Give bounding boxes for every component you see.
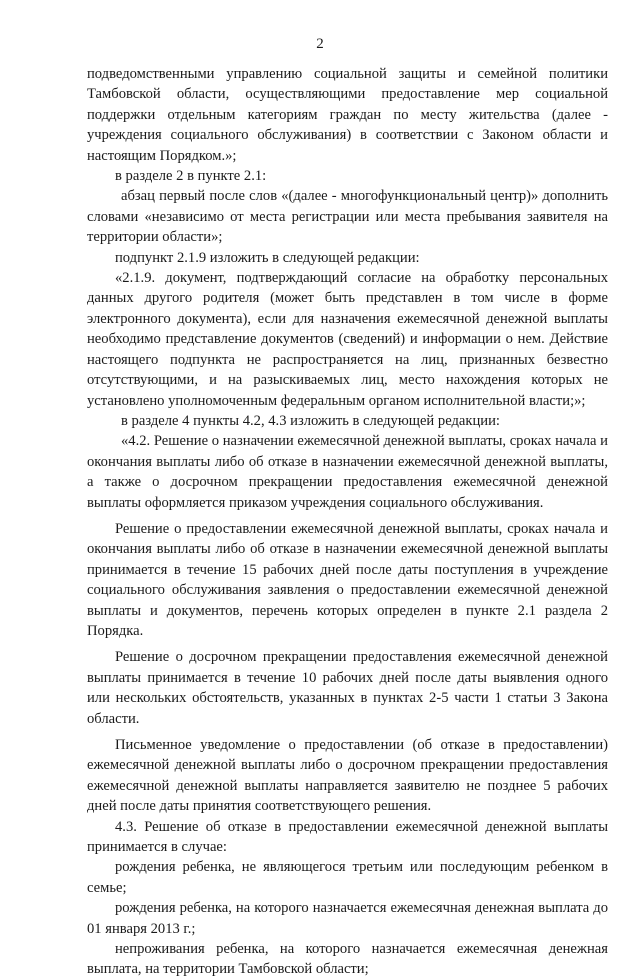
paragraph-decision-termination: Решение о досрочном прекращении предоставления ежемесячной денежной выплаты принимается в течение 10 рабочих дней после даты выявления одного или нескольких обстоятельств, указанных в пунктах 2-5 части 1 статьи 3 Закона области. [87, 649, 608, 727]
page-number: 2 [316, 36, 324, 52]
paragraph-decision-provision: Решение о предоставлении ежемесячной денежной выплаты, сроках начала и окончания выплаты либо об отказе в назначении ежемесячной денежной выплаты принимается в течение 15 рабочих дней после даты поступления в учреждение социального обслуживания заявления о предоставлении ежемесячной денежной выплаты и документов, перечень которых определен в пункте 2.1 раздела 2 Порядка. [87, 520, 608, 639]
paragraph-point-4-2: «4.2. Решение о назначении ежемесячной денежной выплаты, сроках начала и окончания выплаты либо об отказе в назначении ежемесячной денежной выплаты, а также о досрочном прекращении предоставления ежемесячной денежной выплаты оформляется приказом учреждения социального обслуживания. [87, 433, 608, 511]
document-body [87, 64, 608, 980]
paragraph-continuation: подведомственными управлению социальной защиты и семейной политики Тамбовской области, осуществляющими предоставление мер социальной поддержки отдельным категориям граждан по месту жительства (далее - учреждения социального обслуживания) в соответствии с Законом области и настоящим Порядком.»; [87, 66, 608, 164]
paragraph-written-notice: Письменное уведомление о предоставлении (об отказе в предоставлении) ежемесячной денежной выплаты либо о досрочном прекращении предоставления ежемесячной денежной выплаты направляется заявителю не позднее 5 рабочих дней после даты принятия соответствующего решения. [87, 737, 608, 815]
paragraph-subpoint-intro: подпункт 2.1.9 изложить в следующей редакции: [115, 249, 420, 266]
paragraph-case-not-residing: непроживания ребенка, на которого назначается ежемесячная денежная выплата, на территории Тамбовской области; [87, 941, 608, 978]
paragraph-subpoint-2-1-9: «2.1.9. документ, подтверждающий согласие на обработку персональных данных другого родителя (может быть представлен в том числе в форме электронного документа), если для назначения ежемесячной денежной выплаты необходимо представление документов (сведений) и информации о нем. Действие настоящего подпункта не распространяется на лиц, признанных безвестно отсутствующими, и на разыскиваемых лиц, место нахождения которых не установлено уполномоченным федеральным органом исполнительной власти;»; [87, 270, 608, 409]
paragraph-section-4-intro: в разделе 4 пункты 4.2, 4.3 изложить в следующей редакции: [121, 412, 500, 429]
paragraph-case-birth-not-third: рождения ребенка, не являющегося третьим или последующим ребенком в семье; [87, 859, 608, 896]
paragraph-section-2-intro: в разделе 2 в пункте 2.1: [115, 168, 267, 185]
paragraph-first-abzac: абзац первый после слов «(далее - многофункциональный центр)» дополнить словами «независимо от места регистрации или места пребывания заявителя на территории области»; [87, 188, 608, 246]
paragraph-case-before-2013: рождения ребенка, на которого назначается ежемесячная денежная выплата до 01 января 2013 г.; [87, 900, 608, 937]
paragraph-point-4-3: 4.3. Решение об отказе в предоставлении ежемесячной денежной выплаты принимается в случае: [87, 818, 608, 856]
